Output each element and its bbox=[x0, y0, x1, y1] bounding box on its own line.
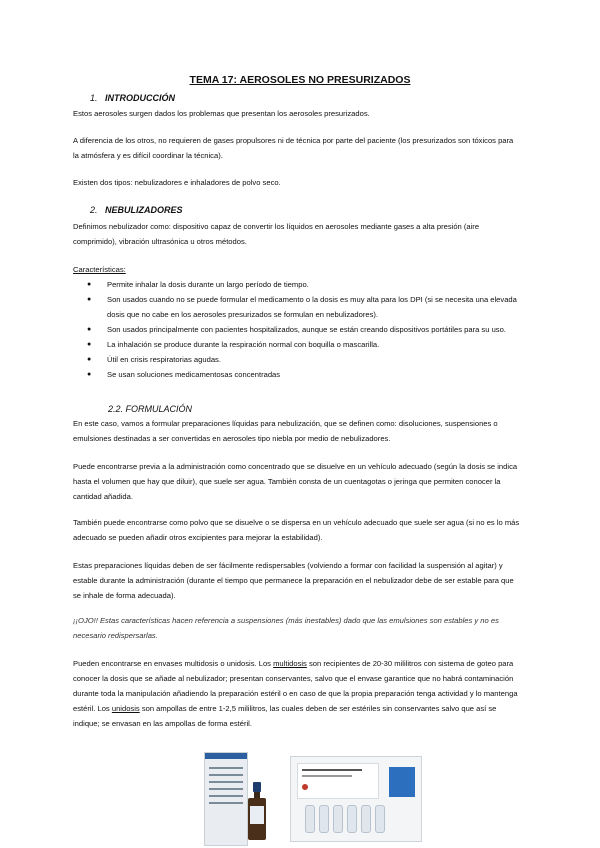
list-item: ● La inhalación se produce durante la respiración normal con boquilla o mascarilla. bbox=[73, 337, 521, 352]
paragraph-ojo-note: ¡¡OJO!! Estas características hacen referencia a suspensiones (más inestables) dado que las emulsiones son estables y no es necesario redispersarlas. bbox=[73, 616, 499, 640]
section-title: FORMULACIÓN bbox=[125, 404, 193, 414]
list-item: ● Permite inhalar la dosis durante un largo período de tiempo. bbox=[73, 277, 521, 292]
list-item: ● Se usan soluciones medicamentosas concentradas bbox=[73, 367, 521, 382]
product-images bbox=[200, 752, 420, 844]
paragraph-intro-1: Estos aerosoles surgen dados los problemas que presentan los aerosoles presurizados. bbox=[73, 109, 370, 118]
section-heading-formulacion bbox=[108, 404, 192, 414]
unidose-ampoules-image bbox=[290, 756, 422, 842]
section-number: 2. bbox=[90, 205, 98, 215]
list-item: ● Son usados cuando no se puede formular el medicamento o la dosis es muy alta para los DPI (si se necesita una elevada dosis que no cabe en los aerosoles presurizados se formulan en nebulizadores). bbox=[73, 292, 521, 322]
section-number: 2.2. bbox=[108, 404, 124, 414]
paragraph-nebulizador-def: Definimos nebulizador como: dispositivo capaz de convertir los líquidos en aerosoles mediante gases a alta presión (aire comprimido), vibración ultrasónica u otros métodos. bbox=[73, 222, 480, 246]
multidosis-term: multidosis bbox=[273, 659, 307, 668]
section-heading-nebulizadores bbox=[90, 205, 183, 215]
unidosis-term: unidosis bbox=[111, 704, 140, 713]
dropper-bottle-image bbox=[248, 782, 266, 840]
paragraph-envases: Pueden encontrarse en envases multidosis o unidosis. Los multidosis son recipientes de 20-30 mililitros con sistema de goteo para conocer la dosis que se añade al nebulizador; presentan conservantes, salvo que el envase garantice que no habrá contaminación durante toda la manipulación añadiendo la preparación estéril o en caso de que la propia preparación tenga actividad y lo mantenga estéril. Los unidosis son ampollas de entre 1-2,5 mililitros, las cuales deben de ser estériles sin conservantes salvo que así se indique; se envasan en las ampollas de forma estéril. bbox=[73, 659, 518, 728]
list-item: ● Son usados principalmente con pacientes hospitalizados, aunque se están creando dispositivos portátiles para su uso. bbox=[73, 322, 521, 337]
paragraph-formulacion-1: En este caso, vamos a formular preparaciones líquidas para nebulización, que se definen como: disoluciones, suspensiones o emulsiones destinadas a ser convertidas en aerosoles tipo niebla por medio de nebulizadores. bbox=[73, 419, 498, 443]
section-title: NEBULIZADORES bbox=[105, 205, 183, 215]
paragraph-formulacion-3: También puede encontrarse como polvo que se disuelve o se dispersa en un vehículo adecuado que suele ser agua (si no es lo más adecuado se pueden añadir otros excipientes para mejorar la estabilidad). bbox=[73, 518, 520, 542]
paragraph-formulacion-2: Puede encontrarse previa a la administración como concentrado que se disuelve en un vehículo adecuado (según la dosis se indica hasta el volumen que hay que diluir), que suele ser agua. También consta de un cuentagotas o jeringa que permiten conocer la cantidad añadida. bbox=[73, 462, 518, 501]
multidose-box-image bbox=[204, 752, 248, 846]
section-heading-introduccion bbox=[90, 93, 175, 103]
caracteristicas-label: Características: bbox=[73, 265, 126, 274]
paragraph-intro-3: Existen dos tipos: nebulizadores e inhaladores de polvo seco. bbox=[73, 178, 281, 187]
caracteristicas-list bbox=[73, 277, 521, 382]
paragraph-formulacion-4: Estas preparaciones líquidas deben de ser fácilmente redispersables (volviendo a formar con facilidad la suspensión al agitar) y estable durante la administración (durante el tiempo que permanece la preparación en el nebulizador debe de ser estable para que se inhale de forma adecuada). bbox=[73, 561, 514, 600]
list-item: ● Útil en crisis respiratorias agudas. bbox=[73, 352, 521, 367]
section-number: 1. bbox=[90, 93, 98, 103]
section-title: INTRODUCCIÓN bbox=[105, 93, 176, 103]
paragraph-intro-2: A diferencia de los otros, no requieren de gases propulsores ni de técnica por parte del paciente (los presurizados son tóxicos para la atmósfera y es difícil coordinar la técnica). bbox=[73, 136, 514, 160]
page-title: TEMA 17: AEROSOLES NO PRESURIZADOS bbox=[189, 74, 411, 86]
